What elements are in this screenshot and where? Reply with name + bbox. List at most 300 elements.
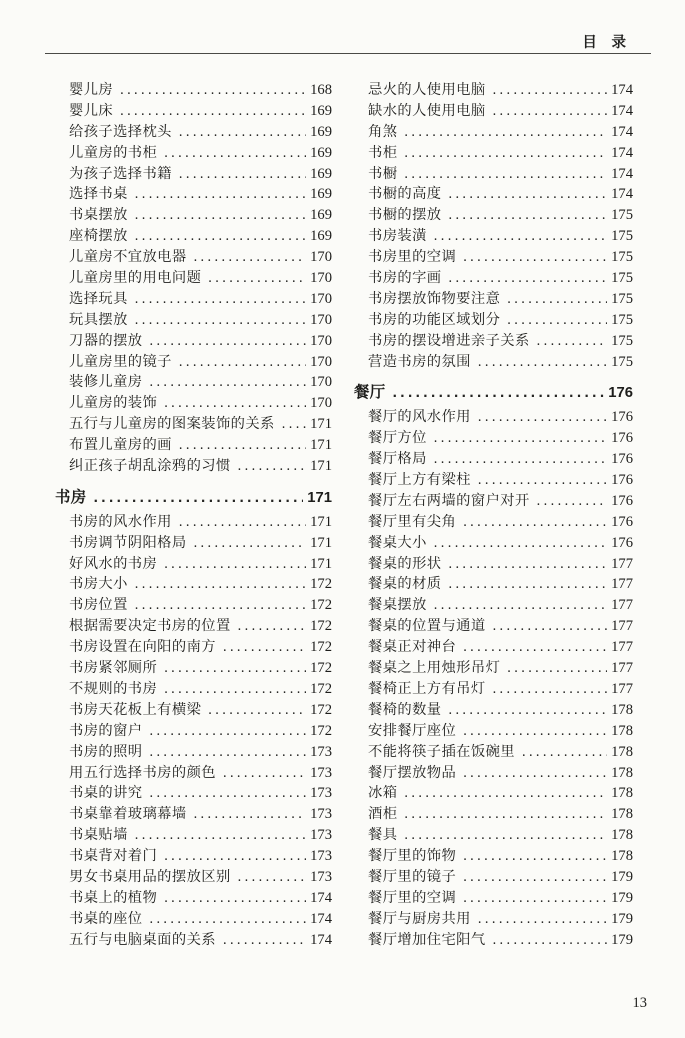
dot-leader: [404, 827, 607, 844]
toc-entry-page: 177: [611, 639, 633, 656]
toc-entry-page: 173: [310, 848, 332, 865]
toc-entry-page: 174: [611, 165, 633, 182]
toc-entry-page: 169: [310, 186, 332, 203]
toc-entry-title: 书柜: [368, 144, 398, 161]
toc-entry-row: [55, 183, 332, 204]
dot-leader: [463, 639, 607, 656]
toc-entry-row: [354, 594, 633, 615]
toc-entry-page: 168: [310, 82, 332, 98]
toc-entry-title: 儿童房的装饰: [69, 395, 158, 412]
toc-entry-page: 178: [611, 848, 633, 865]
toc-entry-row: [354, 406, 633, 427]
toc-entry-title: 餐桌正对神台: [368, 639, 457, 656]
toc-entry-page: 178: [611, 806, 633, 823]
page-title: 目 录: [582, 35, 628, 51]
toc-entry-page: 176: [611, 492, 633, 509]
toc-entry-page: 176: [608, 385, 633, 402]
toc-entry-page: 169: [310, 102, 332, 119]
dot-leader: [404, 145, 607, 162]
toc-entry-page: 175: [611, 332, 633, 349]
dot-leader: [135, 228, 306, 245]
toc-entry-title: 布置儿童房的画: [69, 437, 172, 454]
dot-leader: [223, 932, 306, 949]
toc-entry-page: 177: [611, 680, 633, 697]
toc-entry-row: [55, 803, 332, 824]
dot-leader: [135, 597, 306, 614]
toc-entry-row: [354, 782, 633, 803]
toc-entry-page: 176: [611, 409, 633, 426]
dot-leader: [478, 911, 607, 928]
toc-entry-page: 176: [611, 430, 633, 447]
toc-entry-row: [55, 720, 332, 741]
toc-entry-title: 书房摆放饰物要注意: [368, 290, 501, 307]
toc-entry-page: 169: [310, 228, 332, 245]
toc-entry-page: 172: [310, 576, 332, 593]
toc-entry-page: 177: [611, 597, 633, 614]
toc-entry-page: 170: [310, 332, 332, 349]
toc-entry-row: [354, 741, 633, 762]
toc-entry-row: [354, 330, 633, 351]
toc-entry-page: 176: [611, 534, 633, 551]
toc-entry-title: 餐厅与厨房共用: [368, 910, 471, 927]
dot-leader: [448, 207, 607, 224]
toc-entry-title: 根据需要决定书房的位置: [69, 618, 231, 635]
toc-entry-title: 角煞: [368, 123, 398, 140]
dot-leader: [238, 618, 306, 635]
toc-entry-row: [354, 887, 633, 908]
toc-entry-page: 174: [310, 889, 332, 906]
toc-entry-page: 169: [310, 123, 332, 140]
dot-leader: [478, 472, 607, 489]
dot-leader: [448, 702, 607, 719]
dot-leader: [135, 827, 306, 844]
toc-entry-title: 书桌的讲究: [69, 785, 143, 802]
toc-entry-row: [55, 782, 332, 803]
header-rule: [45, 53, 651, 54]
toc-entry-title: 书橱的高度: [368, 186, 442, 203]
dot-leader: [135, 312, 306, 329]
toc-entry-page: 177: [611, 660, 633, 677]
toc-entry-row: [354, 351, 633, 372]
toc-entry-title: 书桌靠着玻璃幕墙: [69, 806, 187, 823]
toc-entry-title: 书房的字画: [368, 270, 442, 287]
toc-entry-title: 书房装潢: [368, 228, 427, 245]
toc-entry-page: 172: [310, 701, 332, 718]
toc-entry-row: [55, 100, 332, 121]
toc-entry-page: 171: [310, 416, 332, 433]
toc-entry-row: [354, 469, 633, 490]
toc-entry-row: [55, 455, 332, 476]
toc-entry-title: 餐具: [368, 827, 398, 844]
toc-entry-title: 书桌的座位: [69, 910, 143, 927]
dot-leader: [149, 744, 306, 761]
toc-section-row: [55, 485, 332, 506]
toc-entry-page: 174: [611, 102, 633, 119]
toc-entry-title: 餐厅里有尖角: [368, 513, 457, 530]
toc-entry-page: 179: [611, 868, 633, 885]
toc-entry-row: [354, 678, 633, 699]
toc-entry-title: 餐厅增加住宅阳气: [368, 931, 486, 948]
toc-entry-page: 177: [611, 618, 633, 635]
dot-leader: [434, 430, 607, 447]
toc-entry-row: [55, 824, 332, 845]
dot-leader: [120, 82, 306, 99]
toc-entry-page: 176: [611, 451, 633, 468]
toc-entry-title: 五行与儿童房的图案装饰的关系: [69, 416, 275, 433]
toc-entry-title: 酒柜: [368, 806, 398, 823]
toc-entry-title: 书桌上的植物: [69, 889, 158, 906]
toc-entry-row: [55, 204, 332, 225]
dot-leader: [164, 395, 306, 412]
toc-entry-row: [55, 267, 332, 288]
toc-entry-page: 173: [310, 868, 332, 885]
dot-leader: [434, 228, 607, 245]
toc-entry-page: 172: [310, 660, 332, 677]
dot-leader: [179, 437, 306, 454]
toc-entry-page: 171: [307, 489, 332, 506]
toc-entry-title: 装修儿童房: [69, 374, 143, 391]
toc-section-title: 书房: [55, 488, 87, 506]
toc-entry-row: [354, 762, 633, 783]
toc-entry-title: 刀器的摆放: [69, 332, 143, 349]
toc-entry-page: 173: [310, 785, 332, 802]
toc-entry-title: 书房位置: [69, 597, 128, 614]
toc-entry-page: 175: [611, 353, 633, 370]
dot-leader: [493, 82, 608, 99]
toc-entry-page: 171: [310, 458, 332, 475]
toc-entry-page: 170: [310, 353, 332, 370]
dot-leader: [179, 124, 306, 141]
toc-entry-title: 书房大小: [69, 576, 128, 593]
toc-entry-row: [354, 511, 633, 532]
toc-entry-page: 172: [310, 639, 332, 656]
toc-entry-title: 餐厅里的镜子: [368, 868, 457, 885]
toc-entry-title: 儿童房不宜放电器: [69, 249, 187, 266]
toc-entry-page: 174: [611, 144, 633, 161]
toc-entry-page: 169: [310, 144, 332, 161]
toc-entry-title: 餐桌之上用烛形吊灯: [368, 660, 501, 677]
toc-entry-page: 170: [310, 395, 332, 412]
toc-entry-title: 婴儿房: [69, 82, 114, 98]
toc-entry-title: 营造书房的氛围: [368, 353, 471, 370]
toc-entry-title: 餐厅上方有梁柱: [368, 472, 471, 489]
toc-entry-title: 餐厅左右两墙的窗户对开: [368, 492, 530, 509]
toc-entry-row: [354, 657, 633, 678]
toc-entry-title: 餐桌摆放: [368, 597, 427, 614]
toc-entry-row: [354, 448, 633, 469]
toc-entry-title: 儿童房里的镜子: [69, 353, 172, 370]
toc-entry-page: 177: [611, 576, 633, 593]
toc-entry-row: [55, 392, 332, 413]
dot-leader: [404, 806, 607, 823]
dot-leader: [448, 186, 607, 203]
toc-entry-page: 175: [611, 249, 633, 266]
dot-leader: [478, 354, 607, 371]
dot-leader: [164, 848, 306, 865]
dot-leader: [135, 291, 306, 308]
toc-entry-title: 选择玩具: [69, 290, 128, 307]
toc-entry-title: 书房的摆设增进亲子关系: [368, 332, 530, 349]
toc-entry-page: 175: [611, 311, 633, 328]
toc-entry-row: [354, 720, 633, 741]
toc-entry-title: 给孩子选择枕头: [69, 123, 172, 140]
toc-entry-row: [354, 79, 633, 100]
dot-leader: [135, 576, 306, 593]
toc-section-row: [354, 380, 633, 401]
toc-entry-title: 男女书桌用品的摆放区别: [69, 868, 231, 885]
toc-entry-title: 书房的窗户: [69, 722, 143, 739]
toc-entry-page: 178: [611, 701, 633, 718]
toc-entry-title: 选择书桌: [69, 186, 128, 203]
toc-entry-title: 餐厅的风水作用: [368, 409, 471, 426]
toc-entry-page: 176: [611, 472, 633, 489]
dot-leader: [404, 785, 607, 802]
toc-entry-row: [55, 351, 332, 372]
toc-entry-title: 忌火的人使用电脑: [368, 82, 486, 98]
toc-entry-title: 书桌背对着门: [69, 848, 158, 865]
toc-entry-title: 书橱: [368, 165, 398, 182]
toc-entry-row: [55, 413, 332, 434]
dot-leader: [135, 207, 306, 224]
toc-entry-title: 餐桌的材质: [368, 576, 442, 593]
dot-leader: [493, 932, 608, 949]
dot-leader: [537, 333, 607, 350]
toc-section-title: 餐厅: [354, 384, 386, 402]
toc-entry-title: 为孩子选择书籍: [69, 165, 172, 182]
toc-entry-row: [354, 142, 633, 163]
toc-entry-row: [354, 267, 633, 288]
toc-entry-title: 不能将筷子插在饭碗里: [368, 743, 515, 760]
toc-entry-row: [354, 908, 633, 929]
dot-leader: [149, 785, 306, 802]
toc-entry-row: [55, 636, 332, 657]
toc-entry-row: [354, 309, 633, 330]
dot-leader: [393, 384, 605, 402]
toc-entry-row: [55, 246, 332, 267]
toc-entry-row: [55, 225, 332, 246]
toc-entry-page: 170: [310, 270, 332, 287]
dot-leader: [149, 911, 306, 928]
dot-leader: [194, 249, 307, 266]
dot-leader: [179, 354, 306, 371]
toc-entry-row: [55, 434, 332, 455]
toc-entry-page: 175: [611, 228, 633, 245]
toc-entry-page: 170: [310, 311, 332, 328]
dot-leader: [478, 409, 607, 426]
dot-leader: [208, 270, 306, 287]
dot-leader: [434, 535, 607, 552]
toc-entry-page: 172: [310, 618, 332, 635]
toc-entry-title: 餐椅正上方有吊灯: [368, 680, 486, 697]
toc-entry-row: [354, 121, 633, 142]
dot-leader: [164, 890, 306, 907]
toc-entry-row: [55, 511, 332, 532]
dot-leader: [164, 681, 306, 698]
toc-entry-title: 书桌摆放: [69, 207, 128, 224]
dot-leader: [463, 765, 607, 782]
toc-entry-title: 儿童房的书柜: [69, 144, 158, 161]
toc-entry-row: [354, 803, 633, 824]
toc-entry-title: 餐厅格局: [368, 451, 427, 468]
dot-leader: [463, 890, 607, 907]
toc-entry-title: 书房的照明: [69, 743, 143, 760]
toc-entry-page: 175: [611, 270, 633, 287]
toc-entry-row: [55, 309, 332, 330]
toc-entry-row: [55, 163, 332, 184]
toc-entry-page: 175: [611, 207, 633, 224]
dot-leader: [223, 639, 306, 656]
toc-entry-page: 173: [310, 764, 332, 781]
dot-leader: [194, 806, 307, 823]
dot-leader: [507, 312, 607, 329]
toc-entry-page: 178: [611, 785, 633, 802]
toc-entry-title: 餐桌大小: [368, 534, 427, 551]
toc-entry-title: 座椅摆放: [69, 228, 128, 245]
toc-entry-page: 179: [611, 889, 633, 906]
toc-entry-page: 170: [310, 249, 332, 266]
toc-entry-row: [55, 553, 332, 574]
dot-leader: [434, 597, 607, 614]
toc-entry-page: 169: [310, 207, 332, 224]
toc-entry-row: [55, 866, 332, 887]
toc-entry-title: 书桌贴墙: [69, 827, 128, 844]
toc-entry-row: [55, 330, 332, 351]
toc-entry-title: 书房调节阴阳格局: [69, 534, 187, 551]
toc-entry-page: 172: [310, 597, 332, 614]
toc-entry-row: [55, 573, 332, 594]
toc-entry-page: 177: [611, 555, 633, 572]
dot-leader: [164, 145, 306, 162]
toc-entry-page: 174: [611, 123, 633, 140]
toc-entry-page: 173: [310, 827, 332, 844]
toc-entry-row: [55, 887, 332, 908]
toc-entry-row: [55, 908, 332, 929]
toc-entry-row: [354, 427, 633, 448]
toc-entry-row: [55, 532, 332, 553]
toc-entry-page: 179: [611, 910, 633, 927]
toc-entry-page: 178: [611, 827, 633, 844]
dot-leader: [448, 576, 607, 593]
toc-entry-row: [354, 204, 633, 225]
toc-entry-row: [354, 553, 633, 574]
dot-leader: [94, 489, 304, 507]
dot-leader: [208, 702, 306, 719]
toc-entry-row: [354, 183, 633, 204]
dot-leader: [282, 416, 306, 433]
dot-leader: [448, 556, 607, 573]
toc-entry-row: [55, 288, 332, 309]
toc-column-right: [354, 79, 633, 950]
toc-entry-title: 纠正孩子胡乱涂鸦的习惯: [69, 458, 231, 475]
toc-entry-row: [55, 79, 332, 100]
dot-leader: [194, 535, 307, 552]
dot-leader: [522, 744, 607, 761]
dot-leader: [463, 869, 607, 886]
toc-entry-page: 174: [611, 186, 633, 203]
toc-entry-page: 176: [611, 513, 633, 530]
toc-entry-page: 172: [310, 722, 332, 739]
dot-leader: [463, 249, 607, 266]
toc-entry-row: [55, 121, 332, 142]
toc-entry-title: 餐椅的数量: [368, 701, 442, 718]
toc-entry-title: 好风水的书房: [69, 555, 158, 572]
toc-entry-row: [354, 490, 633, 511]
dot-leader: [164, 556, 306, 573]
dot-leader: [493, 103, 608, 120]
toc-entry-page: 175: [611, 290, 633, 307]
toc-entry-page: 174: [611, 82, 633, 98]
toc-entry-page: 170: [310, 374, 332, 391]
toc-entry-title: 餐厅里的空调: [368, 889, 457, 906]
toc-entry-row: [55, 929, 332, 950]
toc-entry-row: [55, 741, 332, 762]
dot-leader: [223, 765, 306, 782]
toc-entry-title: 用五行选择书房的颜色: [69, 764, 216, 781]
toc-entry-page: 171: [310, 534, 332, 551]
dot-leader: [179, 514, 306, 531]
toc-column-left: [55, 79, 332, 950]
toc-entry-title: 餐桌的位置与通道: [368, 618, 486, 635]
toc-entry-row: [354, 636, 633, 657]
toc-entry-page: 171: [310, 437, 332, 454]
toc-entry-row: [55, 678, 332, 699]
toc-entry-row: [354, 929, 633, 950]
toc-entry-title: 冰箱: [368, 785, 398, 802]
dot-leader: [404, 124, 607, 141]
toc-entry-page: 172: [310, 680, 332, 697]
toc-entry-page: 178: [611, 743, 633, 760]
toc-entry-row: [55, 142, 332, 163]
toc-entry-title: 缺水的人使用电脑: [368, 102, 486, 119]
dot-leader: [135, 186, 306, 203]
toc-entry-row: [354, 246, 633, 267]
toc-entry-page: 171: [310, 555, 332, 572]
dot-leader: [434, 451, 607, 468]
toc-entry-title: 书房设置在向阳的南方: [69, 639, 216, 656]
dot-leader: [448, 270, 607, 287]
toc-entry-title: 餐桌的形状: [368, 555, 442, 572]
toc-entry-row: [354, 288, 633, 309]
dot-leader: [164, 660, 306, 677]
toc-entry-page: 170: [310, 290, 332, 307]
toc-entry-row: [55, 845, 332, 866]
toc-entry-title: 书房天花板上有横梁: [69, 701, 202, 718]
toc-entry-row: [55, 615, 332, 636]
toc-entry-row: [55, 371, 332, 392]
toc-entry-row: [354, 532, 633, 553]
toc-entry-row: [55, 594, 332, 615]
dot-leader: [120, 103, 306, 120]
toc-entry-page: 171: [310, 513, 332, 530]
toc-entry-page: 178: [611, 722, 633, 739]
toc-entry-title: 餐厅里的饰物: [368, 848, 457, 865]
toc-entry-row: [354, 573, 633, 594]
page-number: 13: [632, 995, 647, 1011]
dot-leader: [507, 291, 607, 308]
toc-entry-page: 174: [310, 910, 332, 927]
dot-leader: [404, 166, 607, 183]
toc-entry-title: 玩具摆放: [69, 311, 128, 328]
toc-entry-title: 书房的功能区域划分: [368, 311, 501, 328]
toc-entry-title: 书房紧邻厕所: [69, 660, 158, 677]
toc-entry-title: 儿童房里的用电问题: [69, 270, 202, 287]
toc-entry-title: 书橱的摆放: [368, 207, 442, 224]
dot-leader: [493, 618, 608, 635]
toc-entry-title: 婴儿床: [69, 102, 114, 119]
toc-entry-row: [354, 100, 633, 121]
toc-entry-page: 173: [310, 743, 332, 760]
dot-leader: [463, 848, 607, 865]
